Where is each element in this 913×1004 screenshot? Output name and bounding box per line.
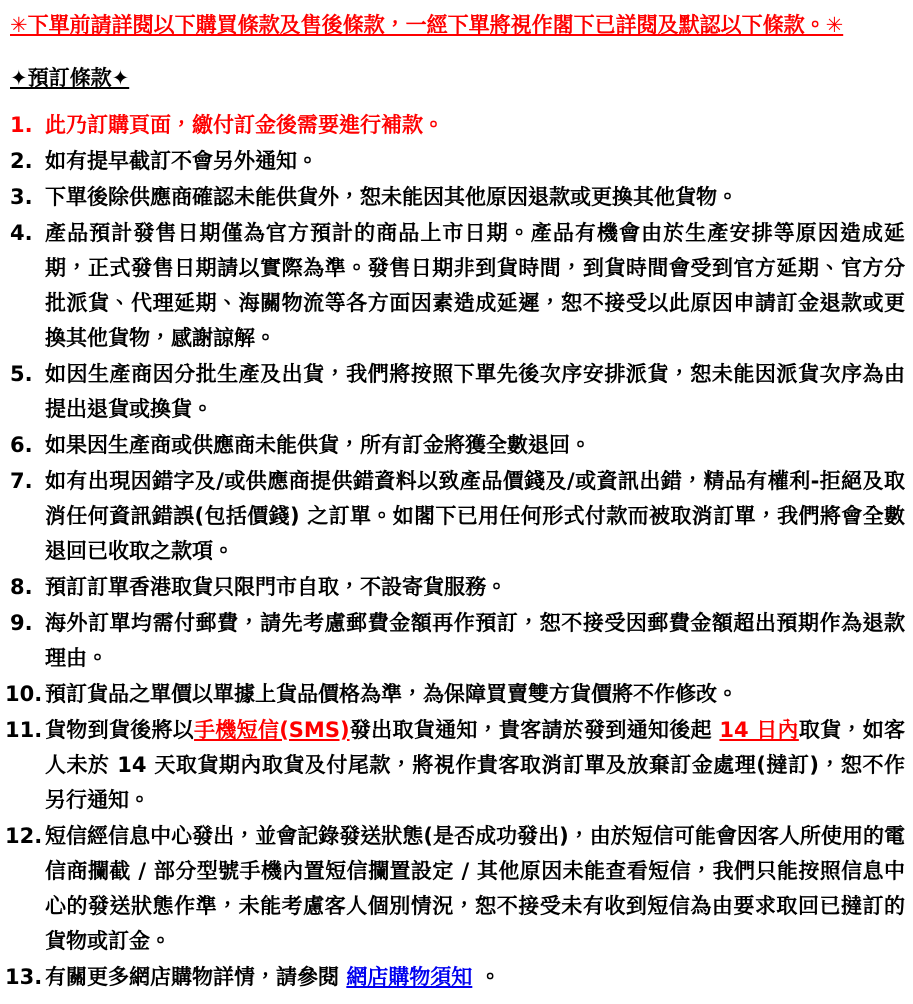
term-text: 有關更多網店購物詳情，請參閱 — [45, 965, 347, 989]
deposit-required-notice: 此乃訂購頁面，繳付訂金後需要進行補款。 — [45, 113, 444, 137]
term-item-4 — [10, 216, 905, 356]
term-text: 海外訂單均需付郵費，請先考慮郵費金額再作預訂，恕不接受因郵費金額超出預期作為退款理由。 — [45, 611, 905, 670]
term-text: 下單後除供應商確認未能供貨外，恕未能因其他原因退款或更換其他貨物。 — [45, 185, 738, 209]
term-item-9 — [10, 606, 905, 676]
term-text: 預訂貨品之單價以單據上貨品價格為準，為保障買賣雙方貨價將不作修改。 — [45, 682, 738, 706]
term-number: 9. — [10, 611, 33, 635]
term-number: 2. — [10, 149, 33, 173]
term-text: 貨物到貨後將以 — [45, 718, 195, 742]
term-item-3 — [10, 180, 905, 215]
terms-list — [5, 108, 906, 995]
term-number: 7. — [10, 469, 33, 493]
term-number: 12. — [5, 824, 43, 848]
term-item-7 — [10, 464, 905, 569]
term-number: 11. — [5, 718, 43, 742]
term-text: 如因生產商因分批生產及出貨，我們將按照下單先後次序安排派貨，恕未能因派貨次序為由提出退貨或換貨。 — [45, 362, 905, 421]
section-title: ✦預訂條款✦ — [10, 66, 130, 90]
shop-guide-link[interactable]: 網店購物須知 — [346, 965, 473, 989]
term-number: 4. — [10, 221, 33, 245]
term-item-5 — [10, 357, 905, 427]
term-number: 3. — [10, 185, 33, 209]
term-item-8 — [10, 570, 905, 605]
term-number: 13. — [5, 965, 43, 989]
term-text: 如有提早截訂不會另外通知。 — [45, 149, 318, 173]
term-text: 取貨，如客人未於 14 天取貨期內取貨及付尾款，將視作貴客取消訂單及放棄訂金處理(撻訂)，恕不作另行通知。 — [45, 718, 906, 812]
term-text: 如果因生產商或供應商未能供貨，所有訂金將獲全數退回。 — [45, 433, 591, 457]
term-text: 。 — [472, 965, 501, 989]
term-item-10 — [5, 677, 905, 712]
term-number: 5. — [10, 362, 33, 386]
term-item-2 — [10, 144, 905, 179]
term-number: 1. — [10, 113, 33, 137]
term-item-13 — [5, 960, 905, 995]
term-number: 6. — [10, 433, 33, 457]
sms-notice-highlight: 手機短信(SMS) — [194, 718, 350, 742]
term-text: 短信經信息中心發出，並會記錄發送狀態(是否成功發出)，由於短信可能會因客人所使用的電信商攔截 / 部分型號手機內置短信攔置設定 / 其他原因未能查看短信，我們只能按照信息中心的發送狀態作準，未能考慮客人個別情況，恕不接受未有收到短信為由要求取回已撻訂的貨物或訂金。 — [45, 824, 905, 953]
term-item-12 — [5, 819, 905, 959]
term-item-11 — [5, 713, 906, 818]
term-item-6 — [10, 428, 905, 463]
pre-order-warning: ✳下單前請詳閱以下購買條款及售後條款，一經下單將視作閣下已詳閱及默認以下條款。✳ — [10, 13, 844, 37]
pickup-deadline-highlight: 14 日內 — [719, 718, 799, 742]
term-text: 預訂訂單香港取貨只限門市自取，不設寄貨服務。 — [45, 575, 507, 599]
term-text: 發出取貨通知，貴客請於發到通知後起 — [349, 718, 720, 742]
term-item-1 — [10, 108, 905, 143]
term-text: 如有出現因錯字及/或供應商提供錯資料以致產品價錢及/或資訊出錯，精品有權利-拒絕及取消任何資訊錯誤(包括價錢) 之訂單。如閣下已用任何形式付款而被取消訂單，我們將會全數退回已收取之款項。 — [45, 469, 905, 563]
term-text: 產品預計發售日期僅為官方預計的商品上市日期。產品有機會由於生產安排等原因造成延期，正式發售日期請以實際為準。發售日期非到貨時間，到貨時間會受到官方延期、官方分批派貨、代理延期、海關物流等各方面因素造成延遲，恕不接受以此原因申請訂金退款或更換其他貨物，感謝諒解。 — [45, 221, 905, 350]
term-number: 10. — [5, 682, 43, 706]
term-number: 8. — [10, 575, 33, 599]
